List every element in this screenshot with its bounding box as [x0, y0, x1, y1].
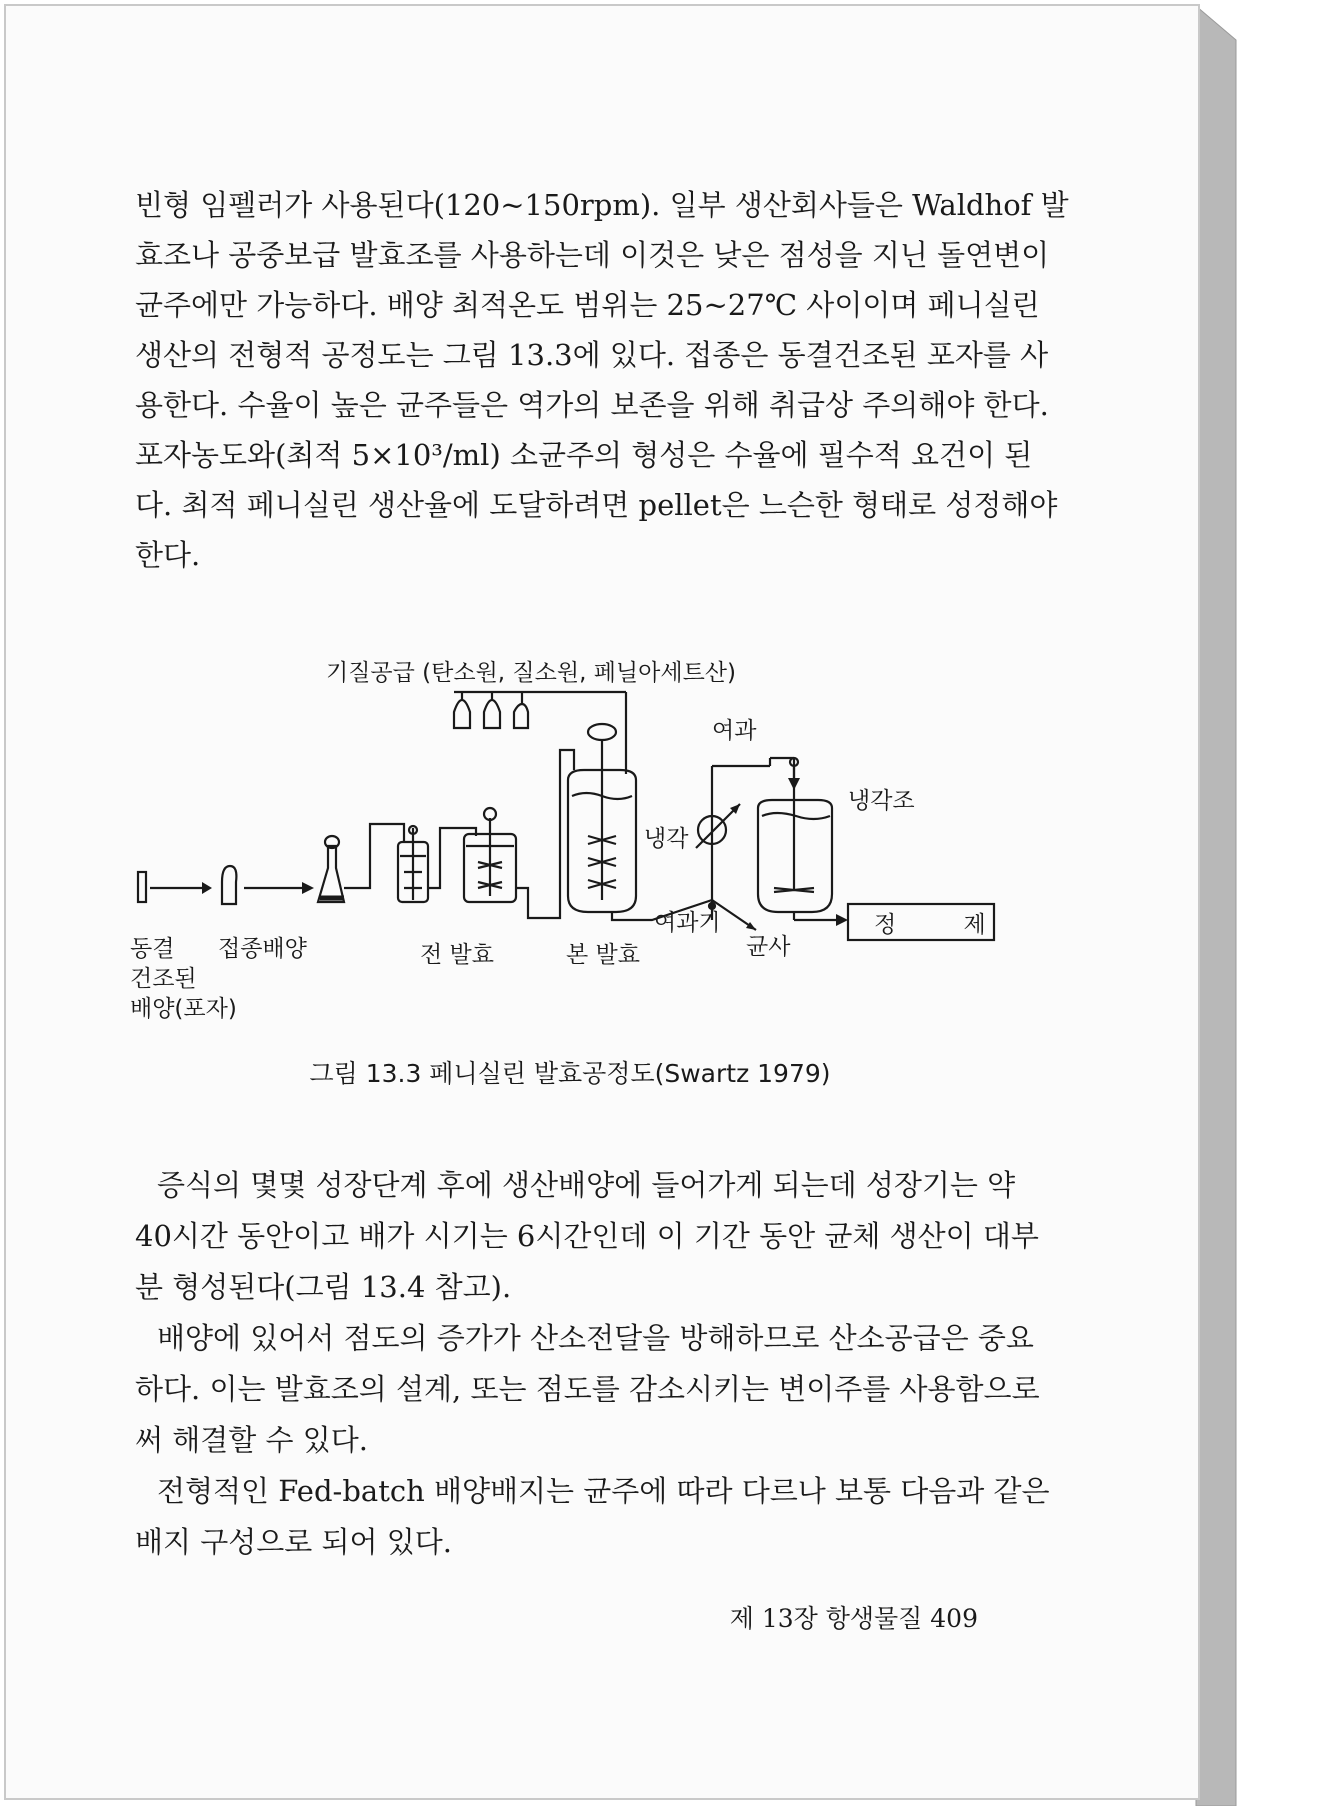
seed-fermenter-2: [464, 750, 574, 918]
cooling-tank-label: 냉각조: [848, 788, 915, 814]
filtration-label: 여과: [712, 718, 757, 744]
text-line: 40시간 동안이고 배가 시기는 6시간인데 이 기간 동안 균체 생산이 대부: [135, 1219, 1039, 1253]
inoculum-tube: [222, 866, 236, 904]
text-line: 생산의 전형적 공정도는 그림 13.3에 있다. 접종은 동결건조된 포자를 사: [135, 338, 1049, 372]
flask: [318, 836, 344, 902]
text-line: 분 형성된다(그림 13.4 참고).: [135, 1270, 512, 1304]
text-line: 하다. 이는 발효조의 설계, 또는 점도를 감소시키는 변이주를 사용함으로: [135, 1372, 1040, 1406]
freeze-dried-tube: [138, 872, 146, 902]
cooling-label: 냉각: [644, 826, 689, 852]
purification-label: 정 제: [874, 912, 1016, 938]
freeze-dried-label-2: 건조된: [130, 966, 197, 992]
mycelium-label: 균사: [746, 934, 791, 960]
text-line: 배지 구성으로 되어 있다.: [135, 1525, 453, 1559]
pre-fermentation-label: 전 발효: [420, 942, 494, 968]
freeze-dried-label-1: 동결: [130, 936, 175, 962]
substrate-feed-label: 기질공급 (탄소원, 질소원, 페닐아세트산): [326, 660, 736, 686]
text-line: 써 해결할 수 있다.: [135, 1423, 368, 1457]
filter-label: 여과기: [654, 910, 721, 936]
cooling-tank: [758, 758, 848, 926]
feed-bottles: [454, 692, 626, 774]
text-line: 효조나 공중보급 발효조를 사용하는데 이것은 낮은 점성을 지닌 돌연변이: [135, 238, 1050, 272]
text-line: 균주에만 가능하다. 배양 최적온도 범위는 25~27℃ 사이이며 페니실린: [135, 288, 1040, 322]
main-fermenter: [568, 724, 712, 920]
text-line: 전형적인 Fed-batch 배양배지는 균주에 따라 다르나 보통 다음과 같은: [157, 1474, 1050, 1508]
freeze-dried-label-3: 배양(포자): [130, 996, 237, 1022]
text-line: 다. 최적 페니실린 생산율에 도달하려면 pellet은 느슨한 형태로 성정해야: [135, 488, 1058, 522]
figure-caption: 그림 13.3 페니실린 발효공정도(Swartz 1979): [309, 1059, 831, 1088]
text-line: 용한다. 수율이 높은 균주들은 역가의 보존을 위해 취급상 주의해야 한다.: [135, 388, 1049, 422]
page-footer: 제 13장 항생물질 409: [729, 1604, 978, 1633]
main-fermentation-label: 본 발효: [566, 942, 640, 968]
text-line: 포자농도와(최적 5×10³/ml) 소균주의 형성은 수율에 필수적 요건이 된: [135, 438, 1033, 472]
text-line: 배양에 있어서 점도의 증가가 산소전달을 방해하므로 산소공급은 중요: [157, 1321, 1034, 1355]
text-line: 빈형 임펠러가 사용된다(120~150rpm). 일부 생산회사들은 Waldhof 발: [135, 188, 1069, 222]
inoculum-label: 접종배양: [218, 936, 307, 962]
paragraph-bottom: [135, 1160, 1050, 1568]
text-line: 한다.: [135, 538, 201, 572]
text-line: 증식의 몇몇 성장단계 후에 생산배양에 들어가게 되는데 성장기는 약: [157, 1168, 1016, 1202]
penicillin-process-diagram: [0, 0, 1100, 1050]
